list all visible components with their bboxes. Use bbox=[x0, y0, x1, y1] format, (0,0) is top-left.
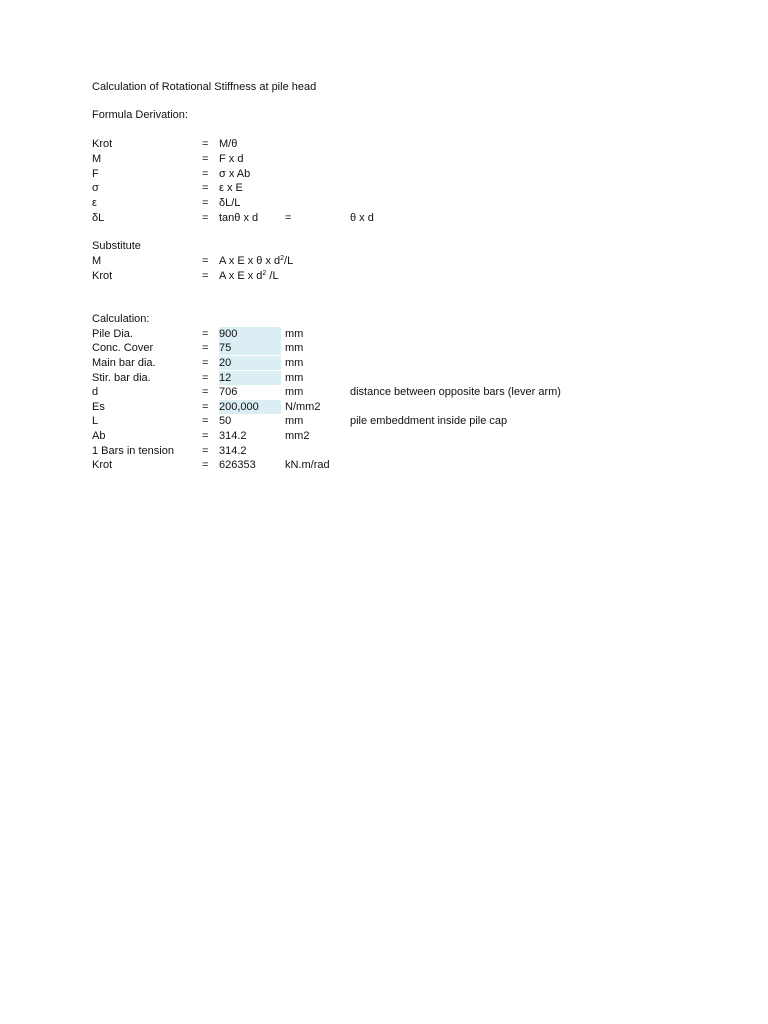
derivation-row bbox=[92, 137, 692, 151]
equals-sign: = bbox=[202, 445, 209, 457]
unit-label: mm bbox=[285, 328, 304, 340]
calculation-row bbox=[92, 371, 692, 385]
formula-approximation: θ x d bbox=[350, 212, 374, 224]
equals-sign: = bbox=[202, 153, 209, 165]
row-label: M bbox=[92, 255, 102, 267]
unit-label: mm bbox=[285, 415, 304, 427]
input-value-cell[interactable]: 75 bbox=[219, 341, 281, 355]
calculation-row bbox=[92, 400, 692, 414]
derivation-heading: Formula Derivation: bbox=[92, 109, 188, 121]
unit-label: mm2 bbox=[285, 430, 310, 442]
unit-label: N/mm2 bbox=[285, 401, 321, 413]
substitute-row bbox=[92, 254, 692, 268]
calculation-heading: Calculation: bbox=[92, 313, 150, 325]
input-value-cell[interactable]: 900 bbox=[219, 327, 281, 341]
formula-expression: tanθ x d bbox=[219, 212, 259, 224]
formula-expression: A x E x $d^2$ /L bbox=[219, 270, 279, 282]
calculation-row bbox=[92, 429, 692, 443]
unit-label: mm bbox=[285, 372, 304, 384]
computed-value-cell: 706 bbox=[219, 386, 238, 398]
calculation-row bbox=[92, 385, 692, 399]
unit-label: mm bbox=[285, 357, 304, 369]
row-label: 1 Bars in tension bbox=[92, 445, 174, 457]
substitute-heading: Substitute bbox=[92, 240, 141, 252]
row-label: Ab bbox=[92, 430, 106, 442]
derivation-row bbox=[92, 211, 692, 225]
substitute-row bbox=[92, 269, 692, 283]
row-label: σ bbox=[92, 182, 99, 194]
equals-sign: = bbox=[202, 430, 209, 442]
calculation-row bbox=[92, 341, 692, 355]
formula-expression: σ x Ab bbox=[219, 168, 251, 180]
row-label: Pile Dia. bbox=[92, 328, 133, 340]
row-label: Conc. Cover bbox=[92, 342, 154, 354]
input-value-cell[interactable]: 200,000 bbox=[219, 400, 281, 414]
equals-sign: = bbox=[202, 182, 209, 194]
computed-value-cell: 314.2 bbox=[219, 445, 247, 457]
derivation-row bbox=[92, 167, 692, 181]
input-value-cell[interactable]: 20 bbox=[219, 356, 281, 370]
equals-sign: = bbox=[202, 415, 209, 427]
row-label: L bbox=[92, 415, 99, 427]
formula-expression: F x d bbox=[219, 153, 244, 165]
unit-label: mm bbox=[285, 386, 304, 398]
row-label: d bbox=[92, 386, 99, 398]
equals-sign: = bbox=[202, 372, 209, 384]
equals-sign: = bbox=[202, 138, 209, 150]
row-note: distance between opposite bars (lever arm) bbox=[350, 386, 561, 398]
row-label: δL bbox=[92, 212, 105, 224]
computed-value-cell: 314.2 bbox=[219, 430, 247, 442]
equals-sign: = bbox=[202, 270, 209, 282]
unit-label: mm bbox=[285, 342, 304, 354]
page-title: Calculation of Rotational Stiffness at pile head bbox=[92, 81, 317, 93]
input-value-cell[interactable]: 12 bbox=[219, 371, 281, 385]
calculation-row bbox=[92, 356, 692, 370]
equals-sign: = bbox=[202, 328, 209, 340]
equals-sign: = bbox=[202, 197, 209, 209]
row-label: Krot bbox=[92, 138, 113, 150]
equals-sign: = bbox=[202, 168, 209, 180]
equals-sign: = bbox=[202, 357, 209, 369]
computed-value-cell: 50 bbox=[219, 415, 232, 427]
derivation-row bbox=[92, 181, 692, 195]
result-value-cell: 626353 bbox=[219, 459, 256, 471]
row-label: M bbox=[92, 153, 102, 165]
equals-sign: = bbox=[202, 255, 209, 267]
formula-expression: A x E x θ x $d^2/L$ bbox=[219, 255, 294, 267]
formula-expression: δL/L bbox=[219, 197, 241, 209]
formula-expression: ε x E bbox=[219, 182, 243, 194]
unit-label: kN.m/rad bbox=[285, 459, 330, 471]
calculation-row bbox=[92, 458, 692, 472]
derivation-row bbox=[92, 152, 692, 166]
equals-sign: = bbox=[202, 212, 209, 224]
formula-expression: M/θ bbox=[219, 138, 238, 150]
equals-sign: = bbox=[202, 401, 209, 413]
row-label: F bbox=[92, 168, 99, 180]
row-label: Krot bbox=[92, 459, 113, 471]
calculation-row bbox=[92, 327, 692, 341]
equals-sign: = bbox=[285, 212, 292, 224]
row-label: Main bar dia. bbox=[92, 357, 156, 369]
equals-sign: = bbox=[202, 459, 209, 471]
row-label: Krot bbox=[92, 270, 113, 282]
derivation-row bbox=[92, 196, 692, 210]
row-label: Es bbox=[92, 401, 105, 413]
calculation-row bbox=[92, 414, 692, 428]
calculation-row bbox=[92, 444, 692, 458]
equals-sign: = bbox=[202, 342, 209, 354]
row-note: pile embeddment inside pile cap bbox=[350, 415, 508, 427]
row-label: Stir. bar dia. bbox=[92, 372, 151, 384]
row-label: ε bbox=[92, 197, 97, 209]
equals-sign: = bbox=[202, 386, 209, 398]
